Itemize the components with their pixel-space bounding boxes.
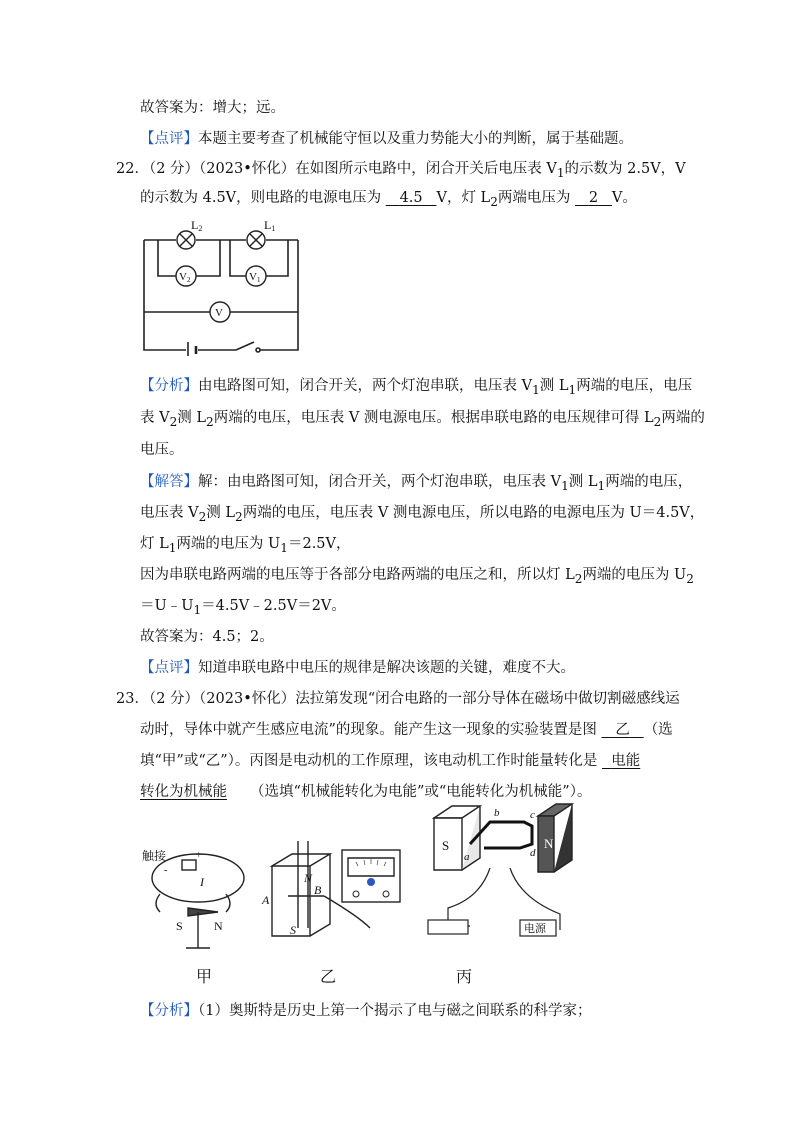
subscript: 2 [490,194,498,209]
q21-answer: 故答案为：增大；远。 [140,100,285,116]
q22-stem-line1 [116,159,686,183]
label-a: A [262,893,270,907]
q22-solution-line2: 电压表 $V_2$测 $L_2$两端的电压，电压表 V 测电源电压，所以电路的电源电压为 U＝4.5V， [140,505,705,524]
q22-analysis-line3: 电压。 [140,442,184,458]
label-current: I [200,875,204,889]
label-l1: L1 [264,218,276,233]
q22-answer: 故答案为：4.5；2。 [140,629,274,645]
stem-text: 的示数为 4.5V，则电路的电源电压为 [140,190,382,206]
stem-text: 在如图所示电路中，闭合开关后电压表 V [295,161,557,177]
lamp-l1-icon [247,231,265,249]
svg-text:N: N [304,871,313,885]
q22-solution-line1: 【解答】解：由电路图可知，闭合开关，两个灯泡串联，电压表 $V_1$测 $L_1$两端的电压， [140,474,693,493]
stem-text: V，灯 L [436,190,491,206]
q22-stem-line2 [140,188,637,212]
question-number: 22． [116,161,149,177]
svg-text:a: a [464,851,470,863]
comment-tag: 【点评】 [140,131,198,147]
answer-blank-2a: 电能 [611,753,641,769]
q23-stem-line1: 23．（2 分）（2023•怀化）法拉第发现“闭合电路的一部分导体在磁场中做切割磁感线运 [116,691,680,707]
q22-solution-line3: 灯 $L_1$两端的电压为 $U_1=2.5V$， [140,536,351,555]
comment-tag: 【点评】 [140,660,198,676]
svg-text:d: d [530,847,536,859]
svg-text:S: S [290,923,296,937]
label-power: 电源 [524,923,546,935]
stem-text: 两端电压为 [497,190,571,206]
question-meta: （2 分）（2023•怀化） [148,691,296,707]
answer-blank-1: 4.5 [399,190,423,206]
q22-analysis-line2: 表 $V_2$测 $L_2$两端的电压，电压表 V 测电源电压。根据串联电路的电压规律可得 $L_2$两端的 [140,410,705,429]
svg-text:b: b [494,807,500,819]
label-v1: V1 [249,271,261,284]
svg-text:N: N [544,836,554,851]
analysis-tag: 【分析】 [140,378,198,394]
question-meta: （2 分）（2023•怀化） [148,161,296,177]
answer-blank-1: 乙 [615,722,630,738]
question-number: 23． [116,691,149,707]
figure-label-yi: 乙 [320,967,337,986]
q22-solution-line4: 因为串联电路两端的电压等于各部分电路两端的电压之和，所以灯 $L_2$两端的电压为 $U_2$ [140,567,694,586]
q21-comment [140,129,633,149]
lamp-l2-icon [177,231,195,249]
label-b: B [314,883,322,897]
figure-jia [138,838,248,958]
answer-blank-2: 2 [588,190,599,206]
figure-label-bing: 丙 [456,967,473,986]
label-touch: 触接 [142,849,167,863]
q22-solution-line5: $=U﹣U_1=4.5V﹣2.5V=2V$。 [140,598,346,617]
label-v2: V2 [179,271,191,284]
q22-comment: 【点评】知道串联电路中电压的规律是解决该题的关键，难度不大。 [140,660,575,676]
figure-bing [420,798,585,950]
stem-text: V。 [611,190,637,206]
svg-text:S: S [442,838,450,853]
figure-label-jia: 甲 [196,967,213,986]
q23-stem-line4: 转化为机械能 （选填“机械能转化为电能”或“电能转化为机械能”）。 [140,784,592,800]
svg-text:S: S [176,919,183,933]
solution-tag: 【解答】 [140,474,198,490]
q22-analysis-line1: 【分析】由电路图可知，闭合开关，两个灯泡串联，电压表 $V_1$测 $L_1$两端的电压，电压 [140,378,693,397]
label-l2: L2 [191,218,203,233]
label-v: V [215,307,223,319]
stem-text: 的示数为 2.5V，V [564,161,686,177]
analysis-tag: 【分析】 [140,1003,198,1019]
q23-stem-line2: 动时，导体中就产生感应电流”的现象。能产生这一现象的实验装置是图 乙 （选 [140,722,673,738]
answer-blank-2b: 转化为机械能 [140,784,227,800]
subscript: 1 [556,165,565,180]
svg-text:-: - [164,865,168,876]
comment-text: 本题主要考查了机械能守恒以及重力势能大小的判断，属于基础题。 [198,131,633,147]
figure-yi [258,836,408,956]
q22-circuit-diagram [136,216,306,356]
q23-stem-line3: 填“甲”或“乙”）。丙图是电动机的工作原理，该电动机工作时能量转化是 电能 [140,753,641,769]
svg-text:c: c [530,809,535,821]
svg-text:+: + [196,850,202,861]
svg-text:N: N [214,919,223,933]
q23-analysis-line1: 【分析】（1）奥斯特是历史上第一个揭示了电与磁之间联系的科学家； [140,1003,592,1019]
